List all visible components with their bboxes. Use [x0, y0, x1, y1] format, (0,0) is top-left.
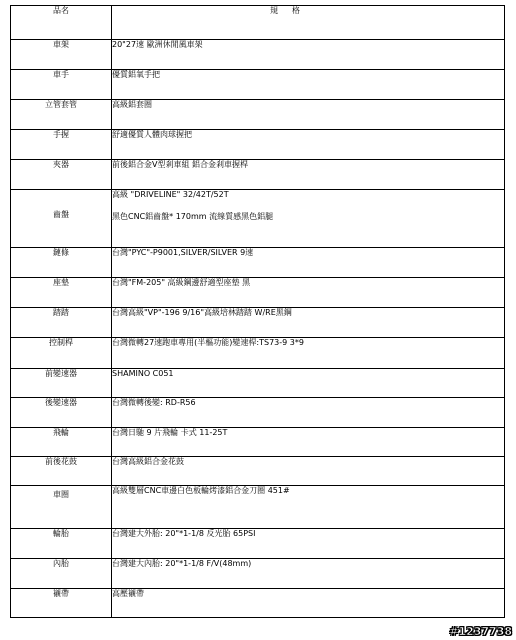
part-name: 立管套管 — [11, 100, 112, 130]
part-name: 前變速器 — [11, 369, 112, 398]
table-row — [11, 529, 505, 559]
part-spec — [112, 278, 505, 308]
part-name: 車圈 — [11, 486, 112, 529]
spec-line: 台灣高級鋁合金花鼓 — [112, 457, 184, 466]
watermark: #1237738 — [449, 625, 512, 638]
part-name: 手握 — [11, 130, 112, 160]
part-name: 座墊 — [11, 278, 112, 308]
spec-line: 高級鋁套圈 — [112, 100, 152, 109]
part-spec — [112, 248, 505, 278]
part-name: 鏈條 — [11, 248, 112, 278]
spec-line: 台灣建大外胎: 20"*1-1/8 反光胎 65PSI — [112, 529, 256, 538]
header-row — [11, 6, 505, 40]
part-name: 後變速器 — [11, 398, 112, 428]
spec-line: 高級雙層CNC車邊白色板輪烤漆鋁合金刀圈 451# — [112, 486, 290, 495]
spec-line: 台灣"PYC"-P9001,SILVER/SILVER 9速 — [112, 248, 254, 257]
spec-line: 20"27速 歐洲休閒風車架 — [112, 40, 203, 49]
spec-table — [10, 5, 505, 618]
table-row — [11, 428, 505, 457]
part-spec — [112, 529, 505, 559]
table-row — [11, 130, 505, 160]
part-spec — [112, 398, 505, 428]
table-row — [11, 398, 505, 428]
part-spec — [112, 40, 505, 70]
table-row — [11, 589, 505, 618]
spec-line: 高壓襯帶 — [112, 589, 144, 598]
spec-line: 台灣微轉27速跑車專用(半樞功能)變速桿:TS73-9 3*9 — [112, 338, 304, 347]
header-spec-label: 規格 — [270, 6, 314, 15]
header-name: 品名 — [11, 6, 112, 40]
spec-line: 黑色CNC鋁齒盤* 170mm 流線質感黑色鋁腿 — [112, 212, 274, 221]
part-name: 車手 — [11, 70, 112, 100]
table-row — [11, 278, 505, 308]
part-name: 襯帶 — [11, 589, 112, 618]
part-spec — [112, 100, 505, 130]
spec-line: 台灣高級"VP"-196 9/16"高級培林踏踏 W/RE黑鋼 — [112, 308, 292, 317]
table-row — [11, 559, 505, 589]
part-spec — [112, 70, 505, 100]
part-spec — [112, 428, 505, 457]
part-name: 控制桿 — [11, 338, 112, 369]
spec-line: SHAMINO C051 — [112, 369, 174, 378]
table-row — [11, 369, 505, 398]
table-row — [11, 248, 505, 278]
spec-line: 前後鋁合金V型剎車組 鋁合金剎車握桿 — [112, 160, 249, 169]
part-name: 輪胎 — [11, 529, 112, 559]
part-spec — [112, 589, 505, 618]
table-row — [11, 40, 505, 70]
part-spec — [112, 338, 505, 369]
part-name: 踏踏 — [11, 308, 112, 338]
table-row — [11, 190, 505, 248]
spec-line: 舒適優質人體肉球握把 — [112, 130, 192, 139]
part-spec — [112, 190, 505, 248]
table-row — [11, 100, 505, 130]
table-row — [11, 70, 505, 100]
spec-line: 優質鋁氧手把 — [112, 70, 160, 79]
part-spec — [112, 130, 505, 160]
part-name: 前後花鼓 — [11, 457, 112, 486]
part-spec — [112, 457, 505, 486]
part-spec — [112, 308, 505, 338]
part-spec — [112, 486, 505, 529]
part-spec — [112, 369, 505, 398]
spec-line: 高級 "DRIVELINE" 32/42T/52T — [112, 190, 229, 199]
part-name: 夾器 — [11, 160, 112, 190]
table-row — [11, 308, 505, 338]
part-name: 車架 — [11, 40, 112, 70]
spec-line: 台灣建大內胎: 20"*1-1/8 F/V(48mm) — [112, 559, 252, 568]
spec-line: 台灣"FM-205" 高級鋼邊舒適型座墊 黑 — [112, 278, 251, 287]
header-spec — [112, 6, 505, 40]
spec-line: 台灣日馳 9 片飛輪 卡式 11-25T — [112, 428, 228, 437]
table-row — [11, 457, 505, 486]
part-spec — [112, 160, 505, 190]
table-row — [11, 486, 505, 529]
part-spec — [112, 559, 505, 589]
table-row — [11, 338, 505, 369]
table-row — [11, 160, 505, 190]
part-name: 飛輪 — [11, 428, 112, 457]
part-name: 齒盤 — [11, 190, 112, 248]
spec-line: 台灣微轉後變: RD-R56 — [112, 398, 196, 407]
part-name: 內胎 — [11, 559, 112, 589]
